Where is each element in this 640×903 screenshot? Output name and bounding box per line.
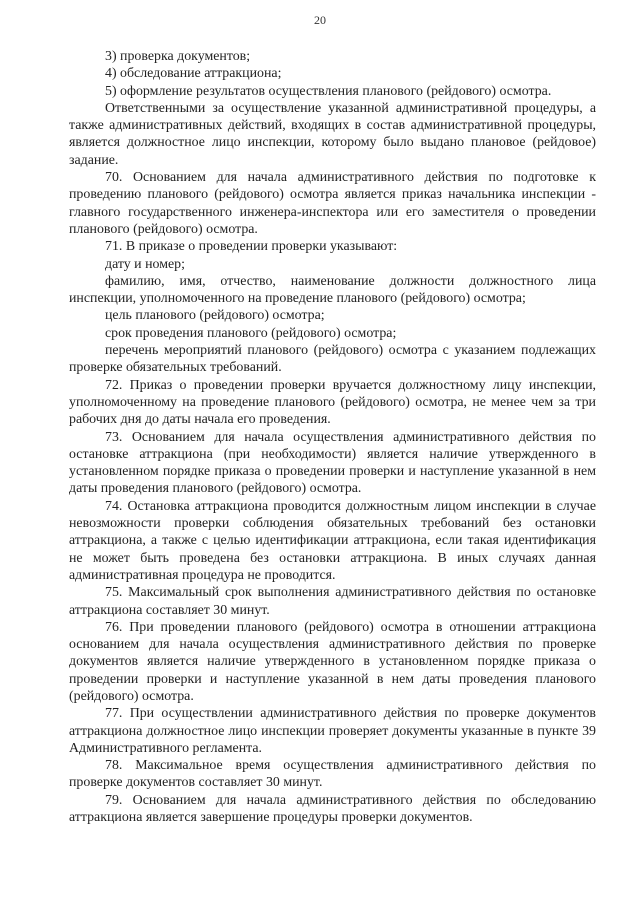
paragraph-71-purpose: цель планового (рейдового) осмотра; <box>105 308 325 324</box>
list-item-document-check: 3) проверка документов; <box>105 49 251 64</box>
list-item-attraction-inspection: 4) обследование аттракциона; <box>105 66 282 82</box>
paragraph-78: 78. Максимальное время осуществления административного действия по проверке документов составляет 30 минут. <box>69 758 596 791</box>
paragraph-71-measures: перечень мероприятий планового (рейдового) осмотра с указанием подлежащих проверке обязательных требований. <box>69 343 596 376</box>
paragraph-75: 75. Максимальный срок выполнения административного действия по остановке аттракциона составляет 30 минут. <box>69 585 596 618</box>
paragraph-73: 73. Основанием для начала осуществления административного действия по остановке аттракциона (при необходимости) является наличие утвержденного в установленном порядке приказа о проведении проверки и наступление указанной в нем даты проведения планового (рейдового) осмотра. <box>69 429 596 497</box>
paragraph-71-date-number: дату и номер; <box>105 256 185 272</box>
paragraph-71: 71. В приказе о проведении проверки указывают: <box>105 239 398 255</box>
paragraph-responsible-persons: Ответственными за осуществление указанной административной процедуры, а также административных действий, входящих в состав административной процедуры, является должностное лицо инспекции, которому было выдано плановое (рейдовое) задание. <box>69 100 596 168</box>
paragraph-72: 72. Приказ о проведении проверки вручается должностному лицу инспекции, уполномоченному на проведение планового (рейдового) осмотра, не менее чем за три рабочих дня до даты начала его проведения. <box>69 377 596 428</box>
page-number: 20 <box>314 13 326 27</box>
document-body <box>69 48 596 826</box>
paragraph-71-term: срок проведения планового (рейдового) осмотра; <box>105 325 397 341</box>
paragraph-77: 77. При осуществлении административного действия по проверке документов аттракциона должностное лицо инспекции проверяет документы указанные в пункте 39 Административного регламента. <box>69 706 596 756</box>
paragraph-76: 76. При проведении планового (рейдового) осмотра в отношении аттракциона основанием для начала осуществления административного действия по проверке документов является наличие утвержденного в установленном порядке приказа о проведении проверки и наступление указанной в нем даты проведения планового (рейдового) осмотра. <box>69 619 596 704</box>
list-item-results-registration: 5) оформление результатов осуществления планового (рейдового) осмотра. <box>105 83 552 99</box>
paragraph-79: 79. Основанием для начала административного действия по обследованию аттракциона является завершение процедуры проверки документов. <box>69 792 596 826</box>
paragraph-70: 70. Основанием для начала административного действия по подготовке к проведению планового (рейдового) осмотра является приказ начальника инспекции - главного государственного инженера-инспектора или его заместителя о проведении планового (рейдового) осмотра. <box>69 170 596 237</box>
paragraph-74: 74. Остановка аттракциона проводится должностным лицом инспекции в случае невозможности проверки соблюдения обязательных требований без остановки аттракциона, а также с целью идентификации аттракциона, если такая идентификация не может быть проведена без остановки аттракциона. В иных случаях данная административная процедура не проводится. <box>69 498 596 583</box>
paragraph-71-official-name: фамилию, имя, отчество, наименование должности должностного лица инспекции, уполномоченного на проведение планового (рейдового) осмотра; <box>69 273 596 307</box>
